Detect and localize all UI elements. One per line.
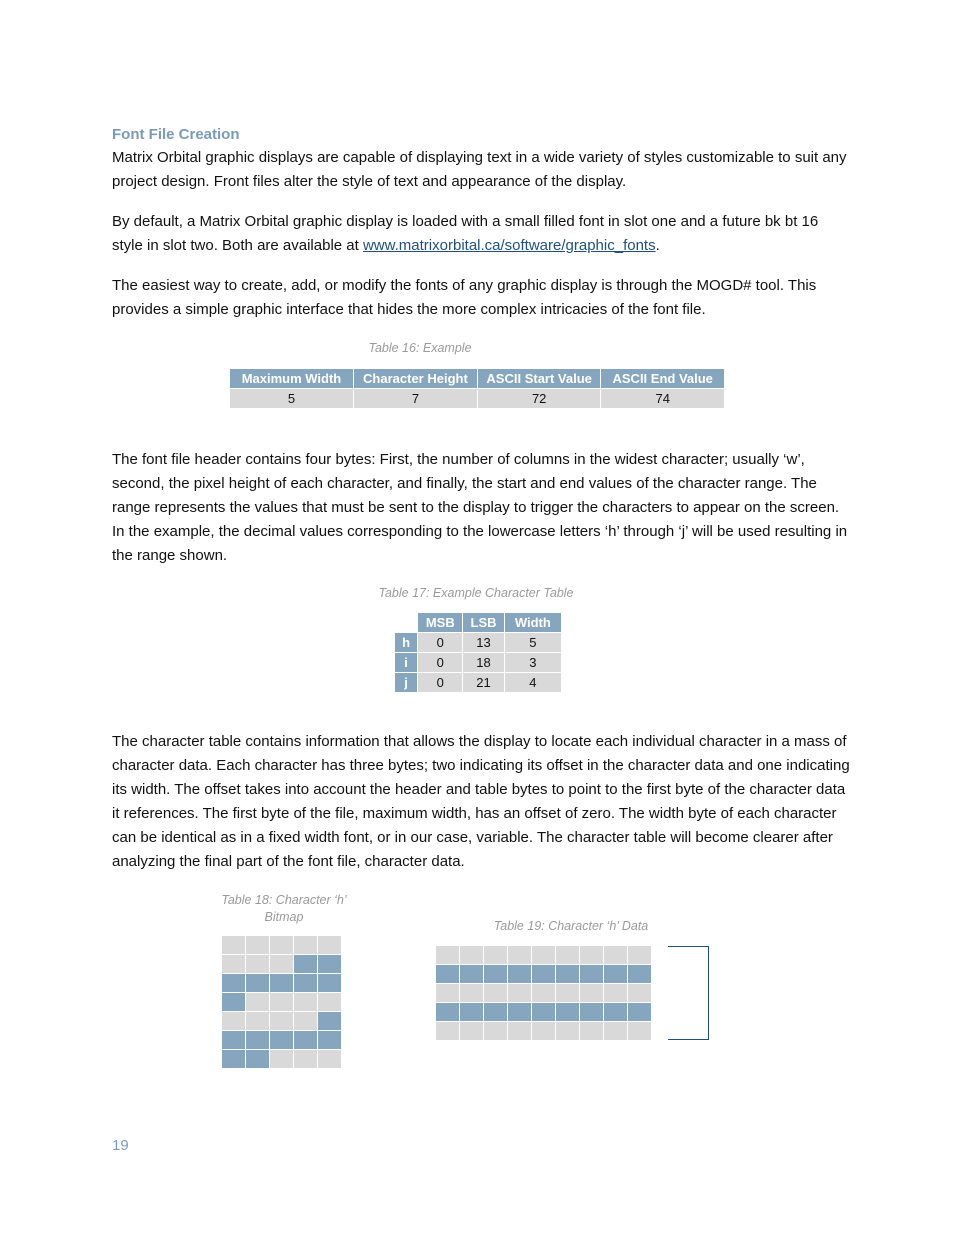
data-cell-off [508,984,531,1002]
data-cell-off [556,1022,579,1040]
data-cell-off [436,984,459,1002]
table17-cell: 21 [463,673,504,693]
graphic-fonts-link[interactable]: www.matrixorbital.ca/software/graphic_fonts [362,237,656,254]
data-cell-off [580,946,603,964]
data-cell-on [436,1003,459,1021]
bitmap-cell-on [294,974,317,992]
bitmap-cell-off [270,955,293,973]
bitmap-cell-off [294,936,317,954]
bitmap-cell-off [294,1012,317,1030]
table17-header-row [395,613,562,633]
bitmap-cell-on [222,1031,245,1049]
table18-bitmap [222,936,341,1068]
data-cell-on [580,965,603,983]
bitmap-cell-off [246,1012,269,1030]
bitmap-cell-on [318,1012,341,1030]
table16-header-row [230,369,725,389]
data-cell-off [628,946,651,964]
paragraph-mogd-tool: The easiest way to create, add, or modify the fonts of any graphic display is through the MOGD# tool. This provides a simple graphic interface that hides the more complex intricacies of the font file. [112,277,817,318]
table17-cell: 3 [504,653,561,673]
bitmap-cell-off [222,936,245,954]
table16-cell: 7 [353,389,477,409]
table17-cell: 0 [418,673,463,693]
data-cell-off [460,1022,483,1040]
data-cell-off [628,984,651,1002]
bitmap-cell-on [270,1031,293,1049]
bitmap-cell-on [222,974,245,992]
table-row [395,653,562,673]
data-cell-on [508,965,531,983]
data-cell-on [556,1003,579,1021]
data-cell-off [580,984,603,1002]
bitmap-cell-off [270,936,293,954]
table17-cell: 4 [504,673,561,693]
table17-row-label: h [395,633,418,653]
data-cell-on [484,1003,507,1021]
bitmap-cell-off [246,936,269,954]
data-cell-off [532,1022,555,1040]
data-cell-off [556,984,579,1002]
data-cell-off [484,946,507,964]
bitmap-cell-off [246,955,269,973]
bitmap-cell-off [270,1012,293,1030]
bitmap-cell-off [294,993,317,1011]
bitmap-cell-on [246,974,269,992]
data-cell-off [580,1022,603,1040]
data-cell-on [484,965,507,983]
bitmap-cell-off [246,993,269,1011]
table-row [395,673,562,693]
data-cell-on [460,1003,483,1021]
data-cell-off [532,946,555,964]
data-cell-on [436,965,459,983]
data-cell-off [484,984,507,1002]
bitmap-cell-off [270,993,293,1011]
data-cell-on [604,1003,627,1021]
data-cell-off [604,946,627,964]
data-cell-on [556,965,579,983]
bitmap-cell-off [222,955,245,973]
bitmap-cell-on [246,1031,269,1049]
paragraph-character-table: The character table contains information that allows the display to locate each individual character in a mass of character data. Each character has three bytes; two indicating its offset in the character data and one indicating its width. The offset takes into account the header and table bytes to point to the first byte of the character data it references. The first byte of the file, maximum width, has an offset of zero. The width byte of each character can be identical as in a fixed width font, or in our case, variable. The character table will become clearer after analyzing the final part of the font file, character data. [112,733,850,870]
table17-cell: 0 [418,653,463,673]
paragraph-text: By default, a Matrix Orbital graphic display is loaded with a small filled font in slot one and a future bk bt 16 style in slot two. Both are available at [112,213,819,254]
table17-cell: 5 [504,633,561,653]
table17-character-table [394,612,562,693]
data-cell-off [460,984,483,1002]
data-cell-off [436,1022,459,1040]
table17-header: LSB [463,613,504,633]
table16-example [229,368,725,409]
paragraph-text-end: . [655,237,660,254]
paragraph-default-fonts [112,210,852,258]
bitmap-cell-off [318,1050,341,1068]
bitmap-cell-off [318,993,341,1011]
bitmap-cell-off [222,1012,245,1030]
data-cell-off [532,984,555,1002]
page-number: 19 [112,1137,129,1154]
data-cell-off [508,1022,531,1040]
section-heading: Font File Creation [112,126,240,143]
bitmap-cell-on [294,1031,317,1049]
table16-header: Maximum Width [230,369,354,389]
bitmap-cell-on [222,1050,245,1068]
data-cell-on [628,965,651,983]
table17-header: Width [504,613,561,633]
bitmap-cell-on [246,1050,269,1068]
data-bracket [668,946,709,1040]
table16-header: ASCII End Value [601,369,725,389]
table18-caption: Table 18: Character ‘h’ Bitmap [221,893,347,924]
bitmap-cell-off [294,1050,317,1068]
table16-cell: 5 [230,389,354,409]
table-row [230,389,725,409]
table17-cell: 18 [463,653,504,673]
table17-caption: Table 17: Example Character Table [378,586,574,600]
data-cell-on [532,965,555,983]
table19-caption: Table 19: Character ‘h’ Data [493,919,649,933]
bitmap-cell-off [318,936,341,954]
bitmap-cell-on [318,974,341,992]
table-row [395,633,562,653]
data-cell-on [628,1003,651,1021]
bitmap-cell-off [270,1050,293,1068]
data-cell-off [484,1022,507,1040]
table16-header: Character Height [353,369,477,389]
table19-bitmap [436,946,651,1040]
table17-row-label: j [395,673,418,693]
table16-header: ASCII Start Value [477,369,601,389]
data-cell-off [556,946,579,964]
table16-cell: 72 [477,389,601,409]
bitmap-cell-on [222,993,245,1011]
data-cell-on [508,1003,531,1021]
bitmap-cell-on [270,974,293,992]
bitmap-cell-on [318,1031,341,1049]
table17-row-label: i [395,653,418,673]
data-cell-on [532,1003,555,1021]
data-cell-off [628,1022,651,1040]
data-cell-off [460,946,483,964]
paragraph-intro: Matrix Orbital graphic displays are capable of displaying text in a wide variety of styles customizable to suit any project design. Front files alter the style of text and appearance of the display. [112,149,847,190]
table17-cell: 13 [463,633,504,653]
data-cell-off [436,946,459,964]
table17-corner [395,613,418,633]
data-cell-on [604,965,627,983]
data-cell-off [604,1022,627,1040]
data-cell-on [580,1003,603,1021]
bitmap-cell-on [294,955,317,973]
table16-cell: 74 [601,389,725,409]
bitmap-cell-on [318,955,341,973]
paragraph-header-bytes: The font file header contains four bytes: First, the number of columns in the widest character; usually ‘w’, second, the pixel height of each character, and finally, the start and end values of the character range. The range represents the values that must be sent to the display to trigger the characters to appear on the screen. In the example, the decimal values corresponding to the lowercase letters ‘h’ through ‘j’ will be used resulting in the range shown. [112,451,848,564]
table17-header: MSB [418,613,463,633]
table17-cell: 0 [418,633,463,653]
table16-caption: Table 16: Example [368,341,472,355]
data-cell-on [460,965,483,983]
data-cell-off [604,984,627,1002]
data-cell-off [508,946,531,964]
